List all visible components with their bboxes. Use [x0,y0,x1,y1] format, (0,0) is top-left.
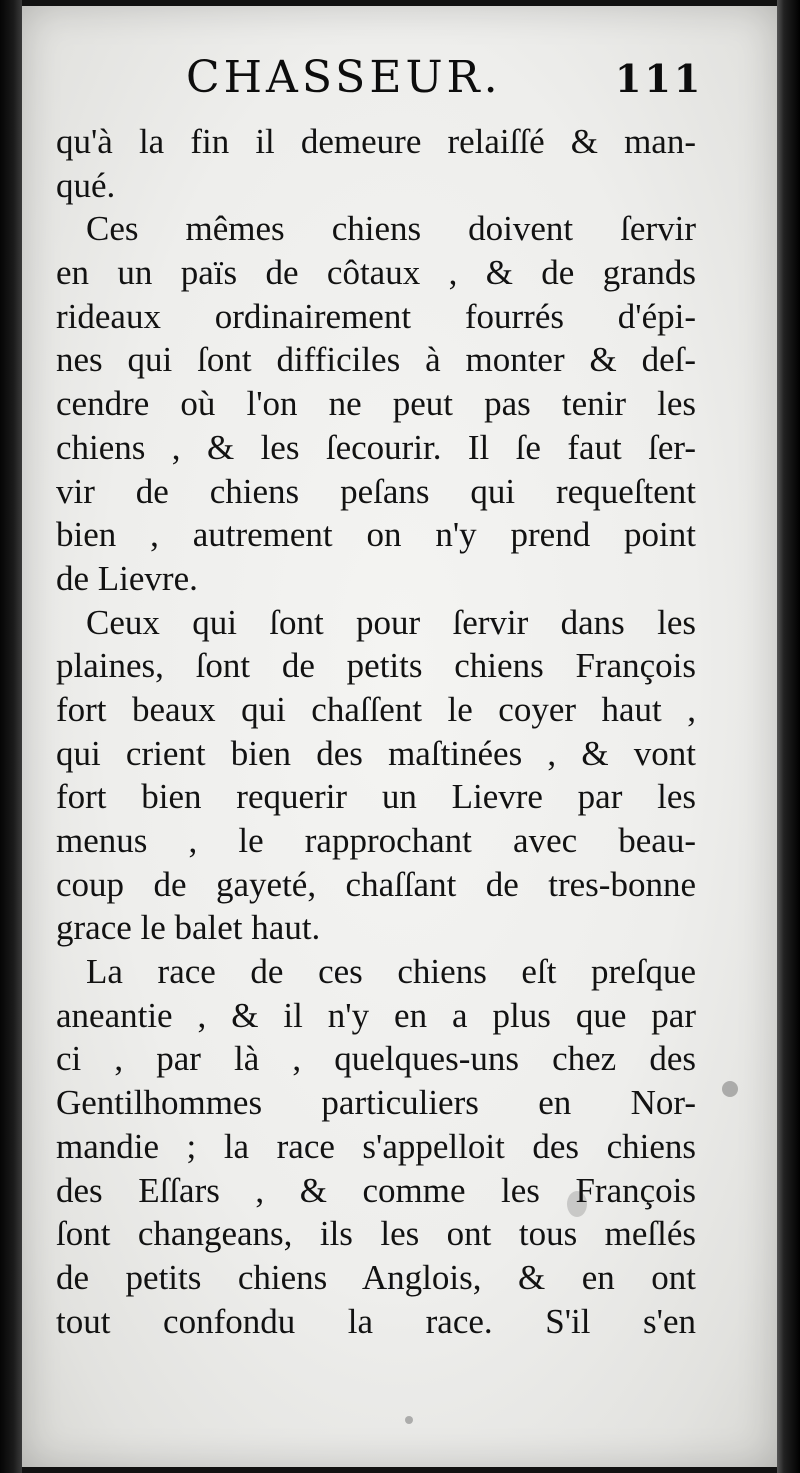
text-line: grace le balet haut. [56,908,321,948]
text-line: ci , par là , quelques-uns chez des [56,1039,696,1079]
text-line: rideaux ordinairement fourrés d'épi- [56,296,696,336]
ink-spot-1 [722,1081,738,1097]
text-line: en un païs de côtaux , & de grands [56,253,696,293]
ink-spot-2 [405,1416,413,1424]
text-line: nes qui ſont difficiles à monter & deſ- [56,340,696,380]
text-line: chiens , & les ſecourir. Il ſe faut ſer- [56,427,696,467]
body-text [56,120,696,1343]
text-line: mandie ; la race s'appelloit des chiens [56,1126,696,1166]
text-line: menus , le rapprochant avec beau- [56,821,696,860]
text-line: bien , autrement on n'y prend point [56,515,696,555]
text-line: vir de chiens peſans qui requeſtent [56,471,696,511]
page-number: 111 [615,56,704,101]
running-title: CHASSEUR. [186,52,502,103]
text-line: plaines, ſont de petits chiens François [56,646,696,686]
text-line: des Eſſars , & comme les François [56,1170,696,1210]
text-line: aneantie , & il n'y en a plus que par [56,995,696,1035]
text-line: cendre où l'on ne peut pas tenir les [56,384,696,424]
text-line: coup de gayeté, chaſſant de tres-bonne [56,864,696,904]
text-line: fort beaux qui chaſſent le coyer haut , [56,689,696,729]
text-line: qu'à la fin il demeure relaiſſé & man- [56,122,696,161]
text-line: Gentilhommes particuliers en Nor- [56,1083,696,1123]
text-line: La race de ces chiens eſt preſque [86,952,696,992]
text-line: tout confondu la race. S'il s'en [56,1301,696,1341]
text-line: fort bien requerir un Lievre par les [56,777,696,817]
text-line: qui crient bien des maſtinées , & vont [56,733,696,773]
text-line: de petits chiens Anglois, & en ont [56,1257,696,1297]
book-edge-right [777,0,800,1473]
book-gutter-left [0,0,22,1473]
text-line: Ces mêmes chiens doivent ſervir [86,209,696,249]
text-line: de Lievre. [56,558,198,598]
page-header [0,52,800,112]
text-line: Ceux qui ſont pour ſervir dans les [86,602,696,642]
text-line: qué. [56,165,116,205]
text-line: ſont changeans, ils les ont tous meſlés [56,1214,696,1254]
